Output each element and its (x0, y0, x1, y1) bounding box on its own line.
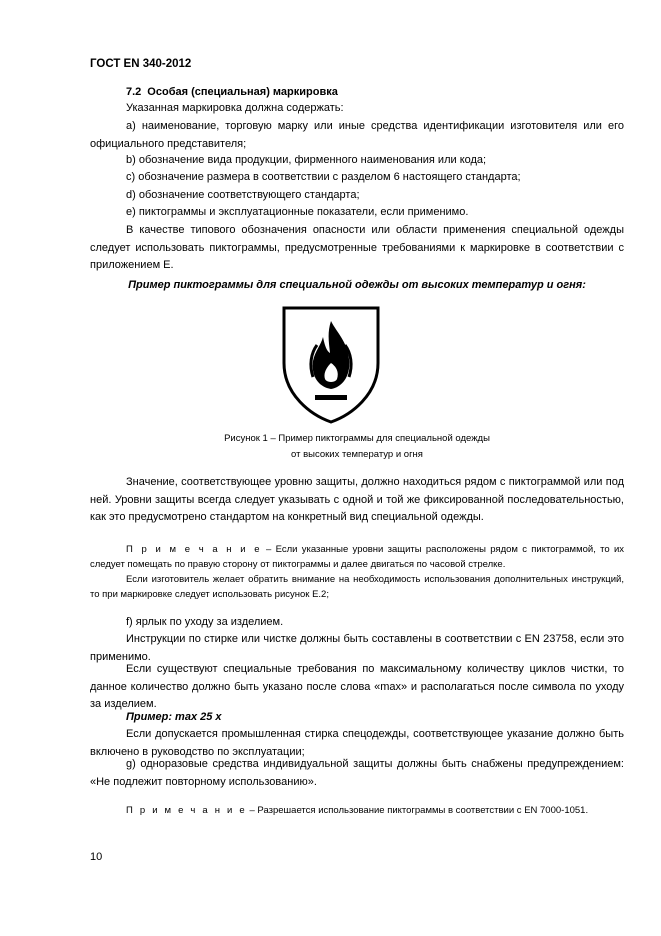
paragraph-wash: Инструкции по стирке или чистке должны быть составлены в соответствии с EN 23758, если это применимо. (90, 633, 624, 663)
paragraph-item-c: с) обозначение размера в соответствии с разделом 6 настоящего стандарта; (126, 171, 521, 183)
figure-caption-line2: от высоких температур и огня (291, 449, 423, 460)
section-heading (126, 86, 344, 98)
note-2 (90, 803, 624, 818)
note-1-continuation: Если изготовитель желает обратить внимание на необходимость использования дополнительных инструкций, то при маркировке следует использовать рисунок Е.2; (90, 574, 624, 600)
paragraph-item-g: g) одноразовые средства индивидуальной защиты должны быть снабжены предупреждением: «Не подлежит повторному использованию». (90, 758, 624, 788)
paragraph-item-b: b) обозначение вида продукции, фирменного наименования или кода; (126, 154, 487, 166)
paragraph-typical: В качестве типового обозначения опасности или области применения специальной одежды следует использовать пиктограммы, предусмотренные требованиями к маркировке в соответствии с приложением Е. (90, 224, 624, 271)
paragraph-item-f: f) ярлык по уходу за изделием. (126, 616, 284, 628)
paragraph-item-d: d) обозначение соответствующего стандарта; (126, 189, 360, 201)
paragraph-industrial: Если допускается промышленная стирка спецодежды, соответствующее указание должно быть включено в руководство по эксплуатации; (90, 728, 624, 758)
figure-caption-line1: Рисунок 1 – Пример пиктограммы для специальной одежды (224, 433, 490, 444)
example-max: Пример: max 25 x (126, 711, 222, 723)
note-label: П р и м е ч а н и е (126, 544, 262, 555)
flame-shield-icon (281, 305, 381, 425)
note-text: – Разрешается использование пиктограммы в соответствии с EN 7000-1051. (246, 805, 589, 816)
document-header: ГОСТ EN 340-2012 (90, 58, 192, 70)
paragraph-item-a: а) наименование, торговую марку или иные средства идентификации изготовителя или его официального представителя; (90, 120, 624, 150)
section-title: Особая (специальная) маркировка (147, 86, 338, 98)
paragraph-intro: Указанная маркировка должна содержать: (126, 102, 344, 114)
note-1 (90, 542, 624, 572)
note-label: П р и м е ч а н и е (126, 805, 247, 816)
note-text: – Если указанные уровни защиты расположены рядом с пиктограммой, то их следует помещать по правую сторону от пиктограммы и далее двигаться по часовой стрелке. (90, 544, 624, 570)
paragraph-after-figure: Значение, соответствующее уровню защиты, должно находиться рядом с пиктограммой или под ней. Уровни защиты всегда следует указывать с одной и той же фиксированной последовательностью, как это предусмотрено стандартом на конкретный вид специальной одежды. (90, 476, 624, 523)
example-title: Пример пиктограммы для специальной одежды от высоких температур и огня: (128, 279, 586, 291)
paragraph-item-e: е) пиктограммы и эксплуатационные показатели, если применимо. (126, 206, 469, 218)
page-number: 10 (90, 851, 103, 863)
paragraph-cycles: Если существуют специальные требования по максимальному количеству циклов чистки, то данное количество должно быть указано после слова «max» и располагаться после символа по уходу за изделием. (90, 663, 624, 710)
section-number: 7.2 (126, 86, 142, 98)
